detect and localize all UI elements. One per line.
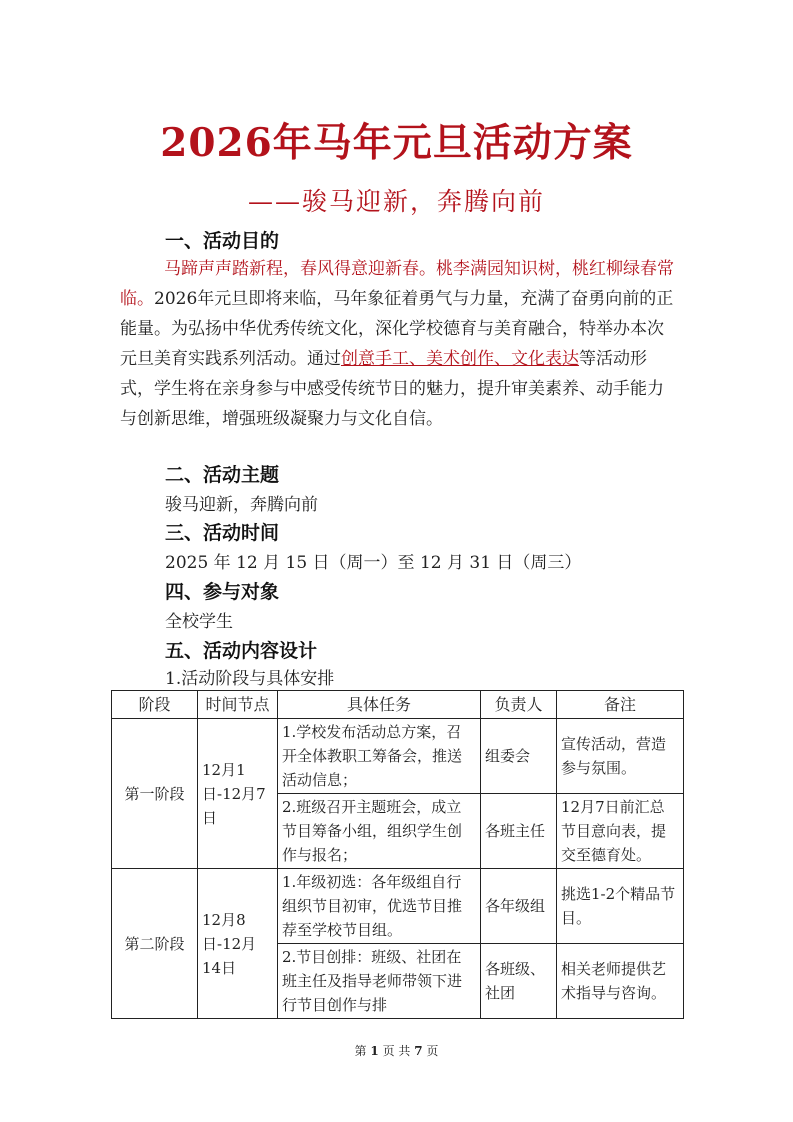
header-stage: 阶段	[112, 691, 198, 719]
note-cell: 12月7日前汇总节目意向表，提交至德育处。	[557, 794, 684, 869]
owner-cell: 组委会	[481, 719, 557, 794]
task-cell: 1.年级初选：各年级组自行组织节目初审，优选节目推荐至学校节目组。	[278, 869, 481, 944]
document-subtitle: ——骏马迎新，奔腾向前	[248, 187, 546, 216]
header-note: 备注	[557, 691, 684, 719]
section-heading-participants: 四、参与对象	[165, 581, 280, 603]
time-cell: 12月1日-12月7日	[198, 719, 278, 869]
section-heading-theme: 二、活动主题	[165, 464, 280, 486]
purpose-text-a: 2026年元旦即将来临，马年象征着勇气与力量，充满了奋勇向前的正能量。为弘扬中华优秀传统文化，深化学校德育与美育融合，特举办本次元旦美育实践系列活动。通过	[120, 289, 674, 369]
footer-mid: 页 共	[382, 1044, 411, 1058]
owner-cell: 各班级、社团	[481, 944, 557, 1019]
section-heading-purpose: 一、活动目的	[165, 230, 280, 252]
current-page-number: 1	[370, 1044, 379, 1058]
note-cell: 挑选1-2个精品节目。	[557, 869, 684, 944]
header-task: 具体任务	[278, 691, 481, 719]
theme-text: 骏马迎新，奔腾向前	[165, 495, 318, 515]
schedule-table	[111, 690, 684, 1019]
header-owner: 负责人	[481, 691, 557, 719]
footer-post: 页	[426, 1044, 439, 1058]
task-cell: 2.班级召开主题班会，成立节目筹备小组，组织学生创作与报名；	[278, 794, 481, 869]
task-cell: 2.节目创排：班级、社团在班主任及指导老师带领下进行节目创作与排	[278, 944, 481, 1019]
purpose-paragraph	[120, 254, 675, 434]
task-cell: 1.学校发布活动总方案，召开全体教职工筹备会，推送活动信息；	[278, 719, 481, 794]
participants-text: 全校学生	[165, 612, 233, 632]
document-title: 2026年马年元旦活动方案	[160, 120, 633, 166]
stage-cell: 第一阶段	[112, 719, 198, 869]
note-cell: 相关老师提供艺术指导与咨询。	[557, 944, 684, 1019]
content-subheading: 1.活动阶段与具体安排	[165, 669, 335, 689]
note-cell: 宣传活动，营造参与氛围。	[557, 719, 684, 794]
total-page-count: 7	[414, 1044, 423, 1058]
purpose-text-b: 等活动形式，学生将在亲身参与中感受传统节日的魅力，提升审美素养、动手能力与创新思维，增强班级凝聚力与文化自信。	[120, 349, 664, 429]
stage-cell: 第二阶段	[112, 869, 198, 1019]
header-time: 时间节点	[198, 691, 278, 719]
table-row	[112, 869, 684, 944]
section-heading-content: 五、活动内容设计	[165, 640, 318, 662]
purpose-poem: 马蹄声声踏新程，春风得意迎新春。桃李满园知识树，桃红柳绿春常临。	[120, 259, 674, 309]
footer-pre: 第	[354, 1044, 367, 1058]
owner-cell: 各班主任	[481, 794, 557, 869]
time-cell: 12月8日-12月14日	[198, 869, 278, 1019]
purpose-activities: 创意手工、美术创作、文化表达	[341, 349, 579, 369]
page-footer	[0, 1042, 793, 1059]
table-header-row	[112, 691, 684, 719]
time-text: 2025 年 12 月 15 日（周一）至 12 月 31 日（周三）	[165, 553, 582, 573]
table-row	[112, 719, 684, 794]
owner-cell: 各年级组	[481, 869, 557, 944]
section-heading-time: 三、活动时间	[165, 522, 280, 544]
